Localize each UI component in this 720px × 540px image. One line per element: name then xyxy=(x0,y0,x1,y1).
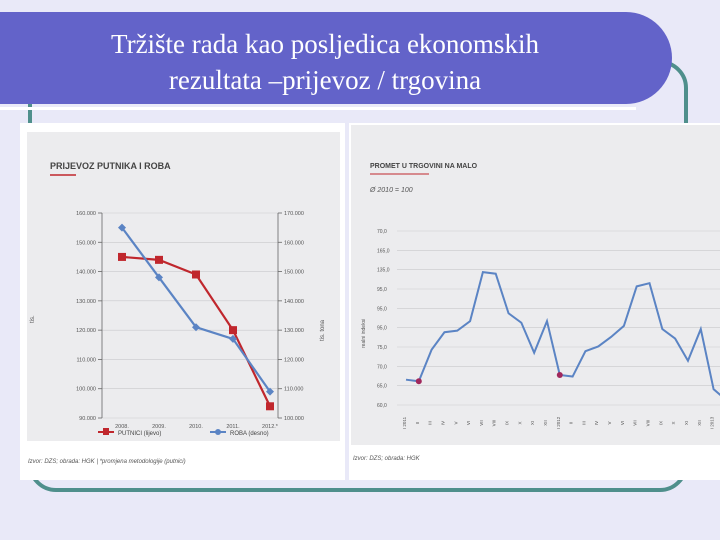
x-tick-label: I 2013 xyxy=(709,416,715,430)
y-tick-label: 95,0 xyxy=(377,287,387,293)
x-tick-label: X xyxy=(671,421,677,425)
x-tick-label: VIII xyxy=(645,419,651,427)
x-tick-label: I 2012 xyxy=(555,416,561,430)
right-tick-label: 160.000 xyxy=(284,240,304,247)
left-tick-label: 140.000 xyxy=(76,269,96,276)
y-tick-label: 75,0 xyxy=(377,345,387,351)
left-tick-label: 150.000 xyxy=(76,240,96,247)
transport-chart-left-axis-label: tis. xyxy=(30,315,36,323)
y-tick-label: 60,0 xyxy=(377,403,387,409)
legend-marker-putnici xyxy=(103,428,109,435)
retail-chart-subtitle: Ø 2010 = 100 xyxy=(370,187,413,194)
slide-title-line-2: rezultata –prijevoz / trgovina xyxy=(168,65,482,95)
x-tick-label: III xyxy=(581,421,587,425)
data-point-putnici xyxy=(192,271,200,279)
highlight-point xyxy=(557,372,563,378)
left-tick-label: 110.000 xyxy=(76,357,96,364)
legend-label-putnici: PUTNICI (lijevo) xyxy=(118,431,162,437)
x-tick-label: VI xyxy=(466,420,472,426)
x-tick-label: 2009. xyxy=(152,424,166,430)
x-tick-label: 2012.* xyxy=(262,424,278,430)
x-tick-label: 2011. xyxy=(226,424,240,430)
transport-chart-title: PRIJEVOZ PUTNIKA I ROBA xyxy=(50,161,171,171)
highlight-point xyxy=(416,378,422,384)
x-tick-label: XI xyxy=(683,420,689,426)
retail-chart-source: Izvor: DZS; obrada: HGK xyxy=(353,456,420,462)
y-tick-label: 165,0 xyxy=(377,248,390,255)
data-point-putnici xyxy=(229,326,237,334)
x-tick-label: XII xyxy=(696,420,702,426)
x-tick-label: V xyxy=(607,421,613,425)
data-point-putnici xyxy=(118,253,126,261)
x-tick-label: X xyxy=(517,421,523,425)
y-tick-label: 95,0 xyxy=(377,325,387,332)
left-tick-label: 120.000 xyxy=(76,328,96,335)
x-tick-label: VII xyxy=(478,420,484,426)
left-tick-label: 160.000 xyxy=(76,211,96,217)
x-tick-label: 2008. xyxy=(115,424,129,430)
y-tick-label: 95,0 xyxy=(377,306,387,313)
legend-marker-roba xyxy=(215,429,221,435)
x-tick-label: IX xyxy=(658,420,664,426)
title-banner xyxy=(0,12,672,104)
right-tick-label: 170.000 xyxy=(284,211,304,217)
right-tick-label: 130.000 xyxy=(284,328,304,335)
transport-chart-source: Izvor: DZS; obrada: HGK | *promjena metodologije (putnici) xyxy=(28,459,186,465)
right-tick-label: 150.000 xyxy=(284,269,304,276)
x-tick-label: IV xyxy=(440,420,446,426)
x-tick-label: V xyxy=(453,421,459,425)
right-tick-label: 110.000 xyxy=(284,386,304,393)
y-tick-label: 135,0 xyxy=(377,267,390,274)
y-tick-label: 65,0 xyxy=(377,383,387,390)
retail-chart-title: PROMET U TRGOVINI NA MALO xyxy=(370,163,478,170)
y-tick-label: 70,0 xyxy=(377,364,387,371)
x-tick-label: XII xyxy=(542,420,548,426)
left-tick-label: 130.000 xyxy=(76,298,96,305)
retail-chart xyxy=(349,123,720,480)
right-tick-label: 140.000 xyxy=(284,298,304,305)
transport-chart xyxy=(20,123,345,480)
transport-chart-right-axis-label: tis. tona xyxy=(320,319,326,341)
x-tick-label: IX xyxy=(504,420,510,426)
x-tick-label: XI xyxy=(530,420,536,426)
retail-chart-y-axis-label: realni indeksi xyxy=(361,318,367,348)
x-tick-label: VI xyxy=(619,420,625,426)
retail-chart-panel xyxy=(349,123,720,480)
x-tick-label: II xyxy=(414,421,420,425)
right-tick-label: 100.000 xyxy=(284,416,304,422)
data-point-putnici xyxy=(155,256,163,264)
x-tick-label: III xyxy=(427,421,433,425)
transport-chart-panel xyxy=(20,123,345,480)
retail-chart-background xyxy=(351,125,720,445)
legend-label-roba: ROBA (desno) xyxy=(230,431,269,437)
left-tick-label: 90.000 xyxy=(79,416,96,422)
x-tick-label: I 2011 xyxy=(402,416,407,430)
data-point-putnici xyxy=(266,402,274,410)
x-tick-label: VIII xyxy=(491,419,497,427)
left-tick-label: 100.000 xyxy=(76,386,96,393)
x-tick-label: IV xyxy=(594,420,600,426)
x-tick-label: VII xyxy=(632,420,638,426)
title-underline xyxy=(0,107,636,110)
x-tick-label: 2010. xyxy=(189,424,203,430)
x-tick-label: II xyxy=(568,421,574,425)
y-tick-label: 70,0 xyxy=(377,229,387,235)
right-tick-label: 120.000 xyxy=(284,357,304,364)
slide-title xyxy=(10,26,640,98)
slide-title-line-1: Tržište rada kao posljedica ekonomskih xyxy=(111,29,539,59)
